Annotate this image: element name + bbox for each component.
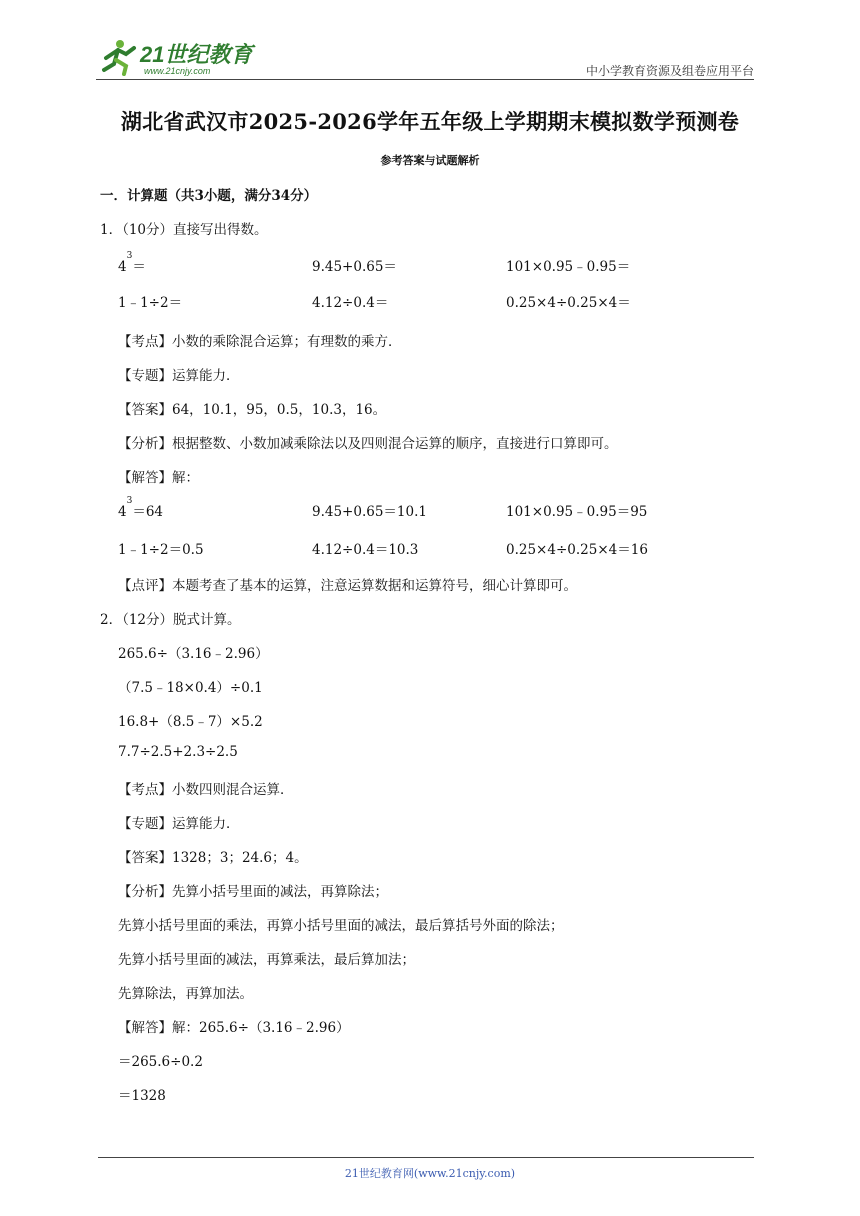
q2-expr-4: 7.7÷2.5+2.3÷2.5 [118,744,238,760]
page-subtitle: 参考答案与试题解析 [380,154,480,167]
q1-expr-sub-div: 1﹣1÷2＝ [118,295,183,311]
q1-expr-power: $4^3=$ [118,251,146,275]
q1-expr-add: 9.45+0.65＝ [312,259,397,275]
q1-ans-sub-div: 1﹣1÷2＝0.5 [118,542,204,558]
site-logo[interactable] [96,36,266,78]
q1-answer: 【答案】64，10.1，95，0.5，10.3，16。 [118,402,387,418]
header-platform-text: 中小学教育资源及组卷应用平台 [585,64,754,78]
q2-answer: 【答案】1328；3；24.6；4。 [118,850,308,866]
q2-analysis-line-2: 先算小括号里面的减法，再算乘法，最后算加法； [118,952,415,968]
q1-ans-div: 4.12÷0.4＝10.3 [312,542,419,558]
q2-expr-2: （7.5﹣18×0.4）÷0.1 [118,680,263,696]
section-heading: 一．计算题（共3小题，满分34分） [100,188,318,204]
q1-expr-muldiv: 0.25×4÷0.25×4＝ [506,295,631,311]
q1-expr-div: 4.12÷0.4＝ [312,295,389,311]
q2-expr-1: 265.6÷（3.16﹣2.96） [118,646,269,662]
logo-text: 21世纪教育 [140,42,253,67]
q2-analysis: 【分析】先算小括号里面的减法，再算除法； [118,884,388,900]
question-2-stem: 2．（12分）脱式计算。 [100,612,241,628]
q1-comment: 【点评】本题考查了基本的运算，注意运算数据和运算符号，细心计算即可。 [118,578,577,594]
runner-logo-icon [96,36,266,78]
q1-solution-label: 【解答】解： [118,470,199,486]
q1-ans-mixed: 101×0.95﹣0.95＝95 [506,504,648,520]
q1-analysis: 【分析】根据整数、小数加减乘除法以及四则混合运算的顺序，直接进行口算即可。 [118,436,618,452]
q2-expr-3: 16.8+（8.5﹣7）×5.2 [118,714,263,730]
q1-ans-muldiv: 0.25×4÷0.25×4＝16 [506,542,648,558]
q2-step-2: ＝1328 [118,1088,166,1104]
header-divider [96,79,754,80]
q1-expr-mixed: 101×0.95﹣0.95＝ [506,259,631,275]
q2-solution: 【解答】解：265.6÷（3.16﹣2.96） [118,1020,350,1036]
q2-analysis-line-1: 先算小括号里面的乘法，再算小括号里面的减法，最后算括号外面的除法； [118,918,564,934]
q2-analysis-line-3: 先算除法，再算加法。 [118,986,253,1002]
footer-link[interactable]: 21世纪教育网(www.21cnjy.com) [344,1167,516,1180]
question-1-stem: 1．（10分）直接写出得数。 [100,222,268,238]
q2-zhuanti: 【专题】运算能力． [118,816,240,832]
q1-ans-power: $4^3=64$ [118,496,164,520]
q1-ans-add: 9.45+0.65＝10.1 [312,504,427,520]
logo-url-text: www.21cnjy.com [144,66,211,76]
q1-zhuanti: 【专题】运算能力． [118,368,240,384]
q2-kaodian: 【考点】小数四则混合运算． [118,782,294,798]
q1-kaodian: 【考点】小数的乘除混合运算；有理数的乘方． [118,334,402,350]
page-title: 湖北省武汉市2025-2026学年五年级上学期期末模拟数学预测卷 [120,109,740,134]
footer-divider [98,1157,754,1158]
q2-step-1: ＝265.6÷0.2 [118,1054,203,1070]
